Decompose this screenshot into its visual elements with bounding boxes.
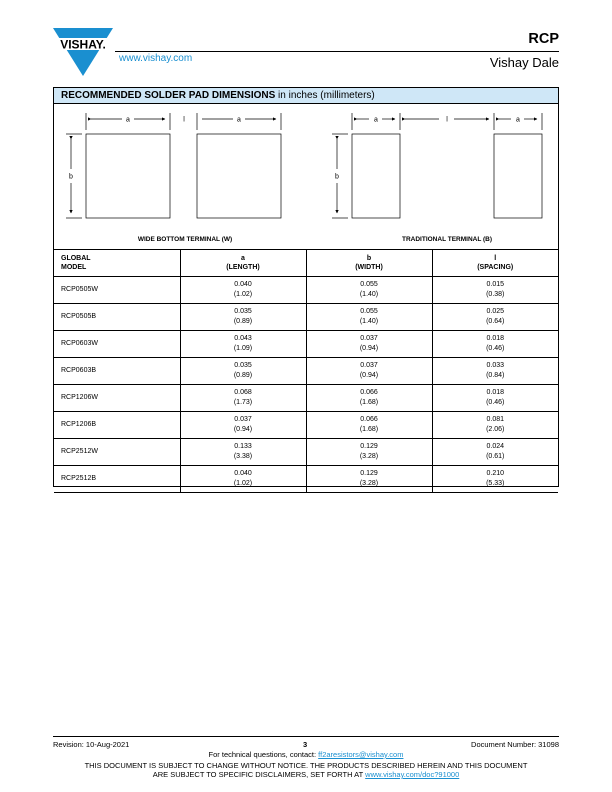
cell-spacing: 0.018 (0.46) <box>432 385 558 412</box>
caption-wide-terminal: WIDE BOTTOM TERMINAL (W) <box>137 236 233 243</box>
cell-width: 0.066 (1.68) <box>306 412 432 439</box>
solder-pad-section <box>53 87 559 487</box>
contact-email-link[interactable]: ff2aresistors@vishay.com <box>318 750 404 759</box>
disclaimer-line-1: THIS DOCUMENT IS SUBJECT TO CHANGE WITHOUT NOTICE. THE PRODUCTS DESCRIBED HEREIN AND THIS DOCUMENT <box>84 761 528 770</box>
col-header-length: a (LENGTH) <box>180 250 306 277</box>
cell-length: 0.133 (3.38) <box>180 439 306 466</box>
cell-spacing: 0.210 (5.33) <box>432 466 558 493</box>
table-header-row <box>54 250 558 277</box>
table-row <box>54 412 558 439</box>
dim-label-a-b1: a <box>374 116 378 124</box>
cell-model: RCP2512W <box>54 439 180 466</box>
table-row <box>54 358 558 385</box>
dimensions-table <box>54 249 558 493</box>
revision-date: Revision: 10-Aug-2021 <box>53 740 130 749</box>
doc-code: RCP <box>528 31 559 47</box>
header-rule <box>115 51 559 52</box>
cell-spacing: 0.024 (0.61) <box>432 439 558 466</box>
dim-label-a-w2: a <box>237 116 241 124</box>
cell-width: 0.129 (3.28) <box>306 466 432 493</box>
brand-name: Vishay Dale <box>489 55 559 70</box>
dim-label-a-w1: a <box>126 116 130 124</box>
table-row <box>54 331 558 358</box>
cell-spacing: 0.033 (0.84) <box>432 358 558 385</box>
cell-model: RCP1206B <box>54 412 180 439</box>
table-row <box>54 385 558 412</box>
cell-width: 0.055 (1.40) <box>306 304 432 331</box>
dim-label-l-b: l <box>446 116 448 124</box>
cell-width: 0.066 (1.68) <box>306 385 432 412</box>
cell-spacing: 0.081 (2.06) <box>432 412 558 439</box>
cell-length: 0.035 (0.89) <box>180 358 306 385</box>
pad-b-right <box>494 134 542 218</box>
footer-rule <box>53 736 559 737</box>
dim-label-b-w: b <box>69 173 73 181</box>
cell-model: RCP0505B <box>54 304 180 331</box>
cell-width: 0.037 (0.94) <box>306 331 432 358</box>
cell-spacing: 0.018 (0.46) <box>432 331 558 358</box>
table-row <box>54 304 558 331</box>
cell-length: 0.037 (0.94) <box>180 412 306 439</box>
cell-length: 0.035 (0.89) <box>180 304 306 331</box>
disclaimer-line-2 <box>0 770 612 779</box>
col-header-width: b (WIDTH) <box>306 250 432 277</box>
cell-model: RCP2512B <box>54 466 180 493</box>
pad-w-left <box>86 134 170 218</box>
solder-pad-diagram <box>54 103 558 249</box>
caption-traditional-terminal: TRADITIONAL TERMINAL (B) <box>401 236 493 243</box>
section-title-units: in inches (millimeters) <box>275 90 375 101</box>
contact-prefix: For technical questions, contact: <box>208 750 319 759</box>
cell-length: 0.040 (1.02) <box>180 277 306 304</box>
disclaimer-link[interactable]: www.vishay.com/doc?91000 <box>365 770 460 779</box>
section-title-bold: RECOMMENDED SOLDER PAD DIMENSIONS <box>61 90 276 101</box>
cell-width: 0.129 (3.28) <box>306 439 432 466</box>
cell-length: 0.068 (1.73) <box>180 385 306 412</box>
col-header-spacing: l (SPACING) <box>432 250 558 277</box>
cell-model: RCP1206W <box>54 385 180 412</box>
table-row <box>54 439 558 466</box>
dim-label-a-b2: a <box>516 116 520 124</box>
pad-b-left <box>352 134 400 218</box>
col-header-model: GLOBAL MODEL <box>54 250 180 277</box>
cell-width: 0.055 (1.40) <box>306 277 432 304</box>
logo-wordmark: VISHAY. <box>60 37 106 52</box>
pad-w-right <box>197 134 281 218</box>
dim-label-l-w: l <box>183 116 185 124</box>
contact-line <box>0 750 612 759</box>
cell-spacing: 0.025 (0.64) <box>432 304 558 331</box>
cell-width: 0.037 (0.94) <box>306 358 432 385</box>
cell-length: 0.040 (1.02) <box>180 466 306 493</box>
document-number: Document Number: 31098 <box>471 740 559 749</box>
cell-model: RCP0603W <box>54 331 180 358</box>
cell-length: 0.043 (1.09) <box>180 331 306 358</box>
cell-spacing: 0.015 (0.38) <box>432 277 558 304</box>
cell-model: RCP0603B <box>54 358 180 385</box>
cell-model: RCP0505W <box>54 277 180 304</box>
section-title <box>54 88 558 104</box>
table-row <box>54 277 558 304</box>
vishay-logo <box>53 28 113 76</box>
disclaimer-prefix: ARE SUBJECT TO SPECIFIC DISCLAIMERS, SET FORTH AT <box>152 770 366 779</box>
table-row <box>54 466 558 493</box>
dim-label-b-b: b <box>335 173 339 181</box>
site-url-link[interactable]: www.vishay.com <box>119 53 193 64</box>
page-number: 3 <box>303 740 308 749</box>
